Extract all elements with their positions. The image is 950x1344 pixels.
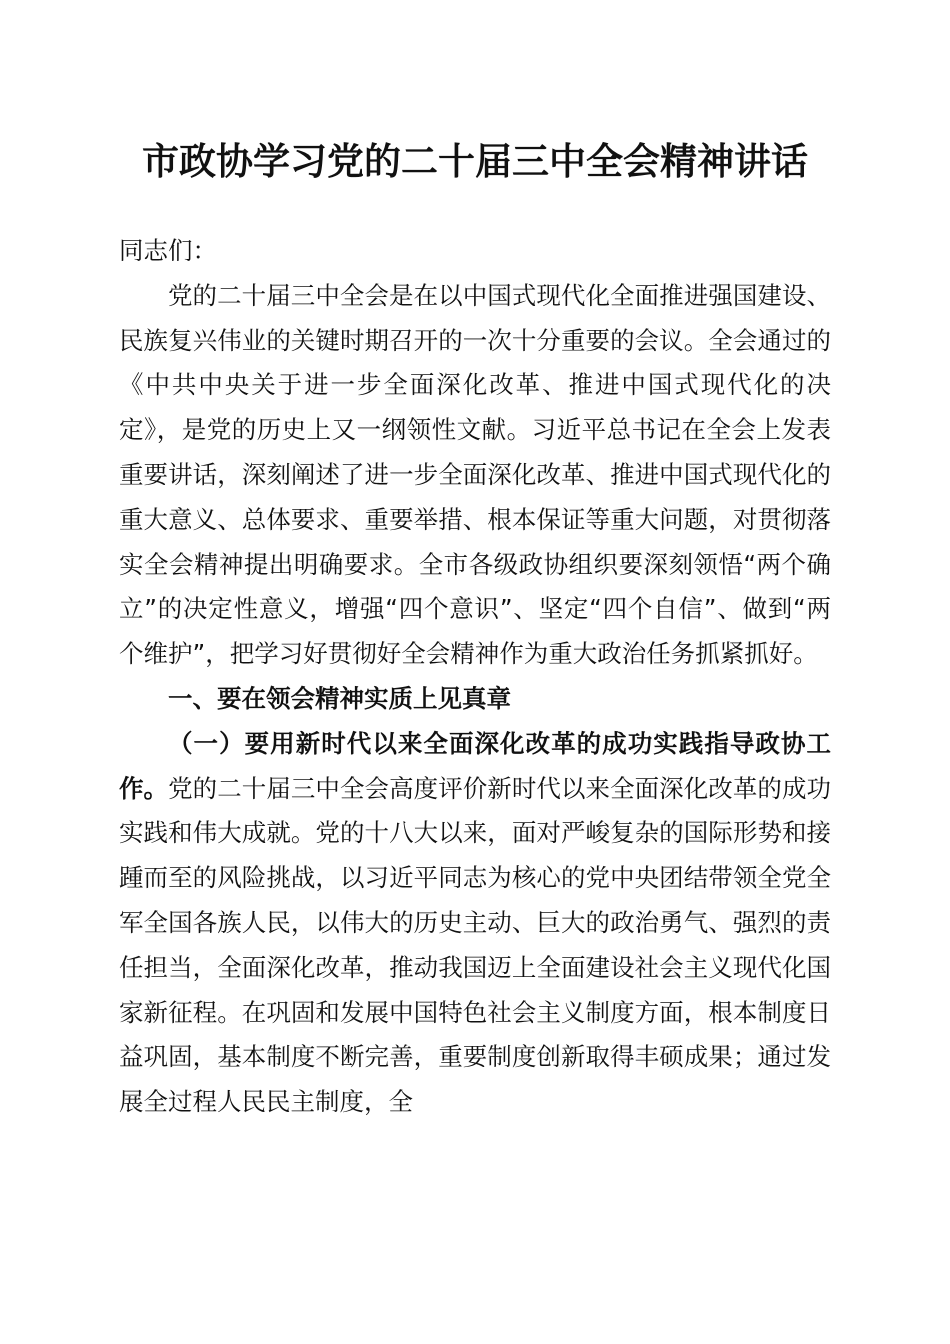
subsection-title: （一）要用新时代以来全面深化改革的成功实践指导政协工作。 bbox=[119, 728, 831, 803]
section-1-paragraph-1 bbox=[119, 722, 831, 1125]
section-heading-1: 一、要在领会精神实质上见真章 bbox=[168, 683, 511, 713]
intro-paragraph: 党的二十届三中全会是在以中国式现代化全面推进强国建设、民族复兴伟业的关键时期召开的一次十分重要的会议。全会通过的《中共中央关于进一步全面深化改革、推进中国式现代化的决定》，是党的历史上又一纲领性文献。习近平总书记在全会上发表重要讲话，深刻阐述了进一步全面深化改革、推进中国式现代化的重大意义、总体要求、重要举措、根本保证等重大问题，对贯彻落实全会精神提出明确要求。全市各级政协组织要深刻领悟“两个确立”的决定性意义，增强“四个意识”、坚定“四个自信”、做到“两个维护”，把学习好贯彻好全会精神作为重大政治任务抓紧抓好。 bbox=[119, 280, 831, 669]
document-title: 市政协学习党的二十届三中全会精神讲话 bbox=[142, 139, 808, 183]
document-body bbox=[119, 229, 831, 1125]
subsection-body: 党的二十届三中全会高度评价新时代以来全面深化改革的成功实践和伟大成就。党的十八大以来，面对严峻复杂的国际形势和接踵而至的风险挑战，以习近平同志为核心的党中央团结带领全党全军全国各族人民，以伟大的历史主动、巨大的政治勇气、强烈的责任担当，全面深化改革，推动我国迈上全面建设社会主义现代化国家新征程。在巩固和发展中国特色社会主义制度方面，根本制度日益巩固，基本制度不断完善，重要制度创新取得丰硕成果；通过发展全过程人民民主制度，全 bbox=[119, 773, 831, 1117]
salutation: 同志们： bbox=[119, 236, 217, 265]
